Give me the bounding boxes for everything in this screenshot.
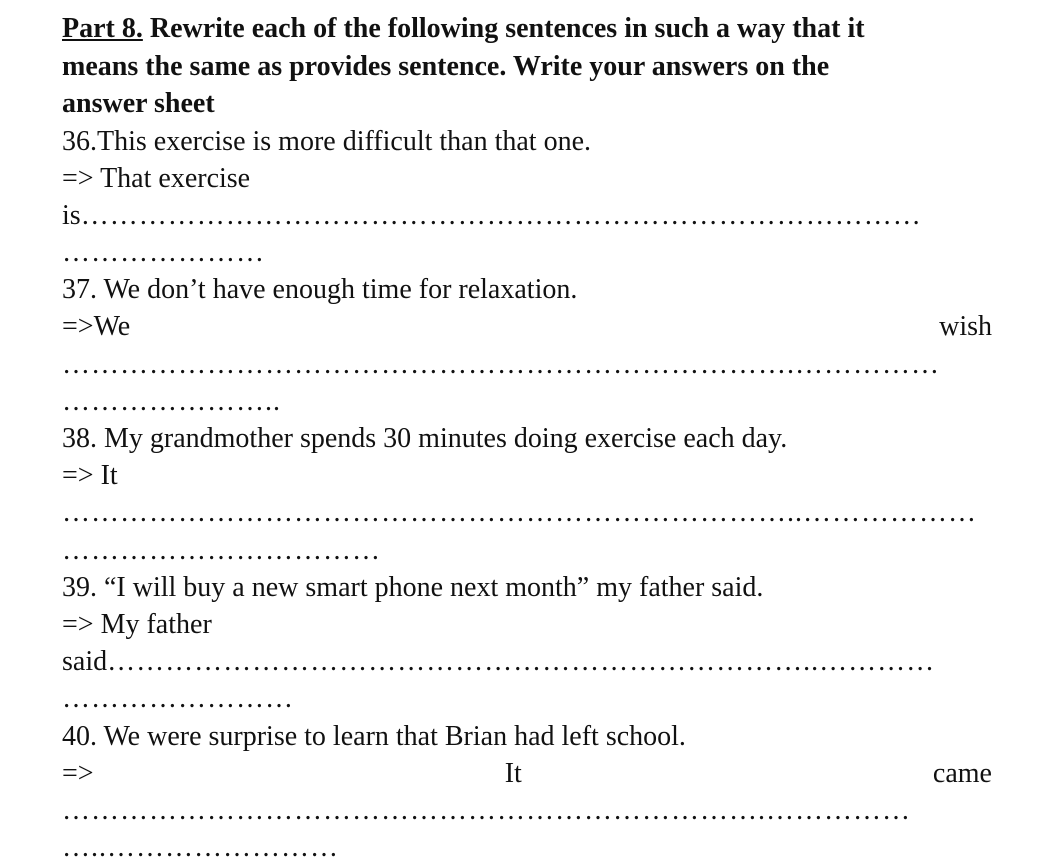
question-36: [62, 123, 992, 272]
worksheet-page: [62, 0, 992, 852]
question-39-answer-prefix: said: [62, 646, 107, 677]
question-39-prompt: 39. “I will buy a new smart phone next month” my father said.: [62, 569, 992, 606]
instructions-line-1: [62, 10, 992, 48]
question-37-answer-end: wish: [939, 308, 992, 345]
question-36-answer-line[interactable]: [62, 197, 992, 234]
question-40-answer-start-row: [62, 755, 992, 792]
question-37: [62, 271, 992, 420]
question-40-answer-start: =>: [62, 755, 94, 792]
question-40-prompt: 40. We were surprise to learn that Brian had left school.: [62, 718, 992, 755]
question-36-answer-start: => That exercise: [62, 160, 992, 197]
question-39: [62, 569, 992, 718]
question-36-prompt: 36.This exercise is more difficult than that one.: [62, 123, 992, 160]
question-38-dots-1[interactable]: …………………………………………………………………..………………: [62, 494, 992, 531]
question-37-answer-start: =>We: [62, 308, 130, 345]
question-38-answer-start: => It: [62, 457, 992, 494]
question-40: [62, 718, 992, 866]
question-36-dots-1: ……………………………………………………………………………: [81, 200, 922, 231]
question-38-dots-2[interactable]: ……………………………: [62, 532, 992, 569]
question-40-answer-middle: It: [505, 755, 522, 792]
question-37-dots-1[interactable]: ………………………………………………………………….……………: [62, 346, 992, 383]
question-36-dots-2[interactable]: …………………: [62, 234, 992, 271]
question-40-answer-end: came: [933, 755, 992, 792]
question-40-dots-2[interactable]: …..……………………: [62, 829, 992, 866]
question-39-answer-start: => My father: [62, 606, 992, 643]
question-37-prompt: 37. We don’t have enough time for relaxation.: [62, 271, 992, 308]
instructions-header: [62, 10, 992, 123]
instructions-text-1: Rewrite each of the following sentences in such a way that it: [143, 13, 865, 44]
question-38: [62, 420, 992, 569]
instructions-line-3: answer sheet: [62, 85, 992, 123]
question-40-dots-1[interactable]: ……………………………………………………………….……………: [62, 792, 992, 829]
question-39-dots-2[interactable]: ……………………: [62, 680, 992, 717]
question-37-answer-start-row: [62, 308, 992, 345]
question-39-answer-line[interactable]: [62, 643, 992, 680]
part-label: Part 8.: [62, 13, 143, 44]
question-38-prompt: 38. My grandmother spends 30 minutes doing exercise each day.: [62, 420, 992, 457]
question-37-dots-2[interactable]: …………………..: [62, 383, 992, 420]
question-36-answer-prefix: is: [62, 200, 81, 231]
question-39-dots-1: ………………………………………………………………..…………: [107, 646, 935, 677]
instructions-line-2: means the same as provides sentence. Write your answers on the: [62, 48, 992, 86]
